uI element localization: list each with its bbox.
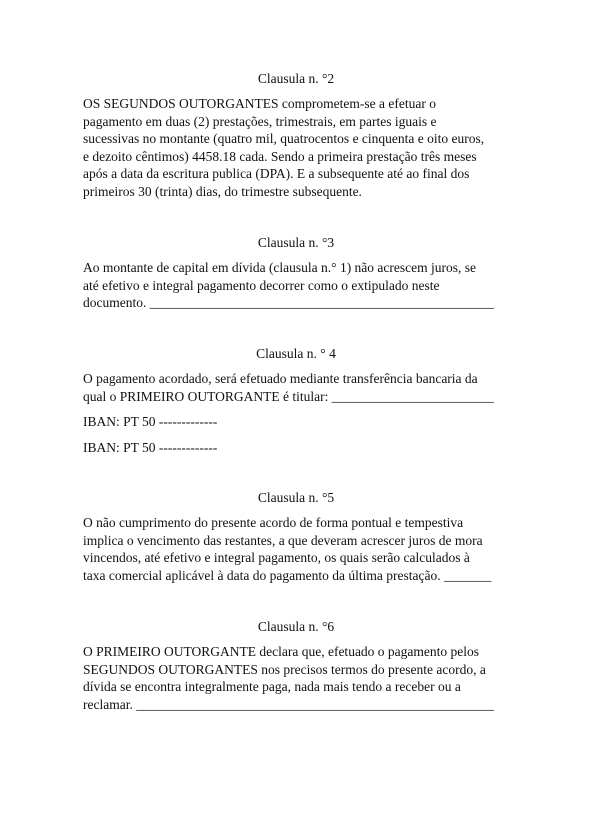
- iban-line-1: [83, 413, 513, 431]
- clause-6-heading: Clausula n. °6: [257, 619, 335, 634]
- clause-6-text: [83, 643, 513, 713]
- clause-3-heading: Clausula n. °3: [257, 235, 335, 250]
- text-line: primeiros 30 (trinta) dias, do trimestre subsequente.: [83, 183, 362, 199]
- text-line: OS SEGUNDOS OUTORGANTES comprometem-se a efetuar o: [83, 96, 436, 111]
- clause-2-heading: Clausula n. °2: [257, 71, 335, 86]
- text-line: SEGUNDOS OUTORGANTES nos precisos termos do presente acordo, a: [83, 661, 486, 677]
- text-line: Ao montante de capital em dívida (clausula n.° 1) não acrescem juros, se: [83, 260, 477, 275]
- text-line: O PRIMEIRO OUTORGANTE declara que, efetuado o pagamento pelos: [83, 644, 480, 659]
- clause-4-heading: Clausula n. ° 4: [256, 346, 336, 361]
- text-line: e dezoito cêntimos) 4458.18 cada. Sendo a primeira prestação três meses: [83, 148, 477, 164]
- clause-5-heading: Clausula n. °5: [257, 490, 335, 505]
- iban-text: IBAN: PT 50 -------------: [83, 414, 218, 429]
- text-line: vincendos, até efetivo e integral pagamento, os quais serão calculados à: [83, 550, 470, 566]
- text-line: O não cumprimento do presente acordo de forma pontual e tempestiva: [83, 515, 464, 530]
- text-line: qual o PRIMEIRO OUTORGANTE é titular: ________________________: [83, 388, 494, 404]
- text-line: pagamento em duas (2) prestações, trimestrais, em partes iguais e: [83, 113, 437, 129]
- text-line: reclamar. _____________________________________________________: [83, 696, 494, 712]
- text-line: documento. ___________________________________________________: [83, 295, 494, 311]
- iban-text: IBAN: PT 50 -------------: [83, 440, 218, 455]
- text-line: O pagamento acordado, será efetuado mediante transferência bancaria da: [83, 371, 478, 386]
- text-line: taxa comercial aplicável à data do pagamento da última prestação. _______: [83, 567, 492, 583]
- clause-2-text: [83, 95, 513, 201]
- text-line: após a data da escritura publica (DPA). E a subsequente até ao final dos: [83, 166, 470, 182]
- text-line: dívida se encontra integralmente paga, nada mais tendo a receber ou a: [83, 679, 461, 695]
- clause-4-text: [83, 370, 513, 405]
- clause-3-text: [83, 259, 513, 312]
- text-line: até efetivo e integral pagamento decorrer como o extipulado neste: [83, 277, 440, 293]
- text-line: sucessivas no montante (quatro mil, quatrocentos e cinquenta e oito euros,: [83, 131, 485, 147]
- clause-5-text: [83, 514, 513, 584]
- text-line: implica o vencimento das restantes, a que deveram acrescer juros de mora: [83, 532, 483, 548]
- iban-line-2: [83, 439, 513, 457]
